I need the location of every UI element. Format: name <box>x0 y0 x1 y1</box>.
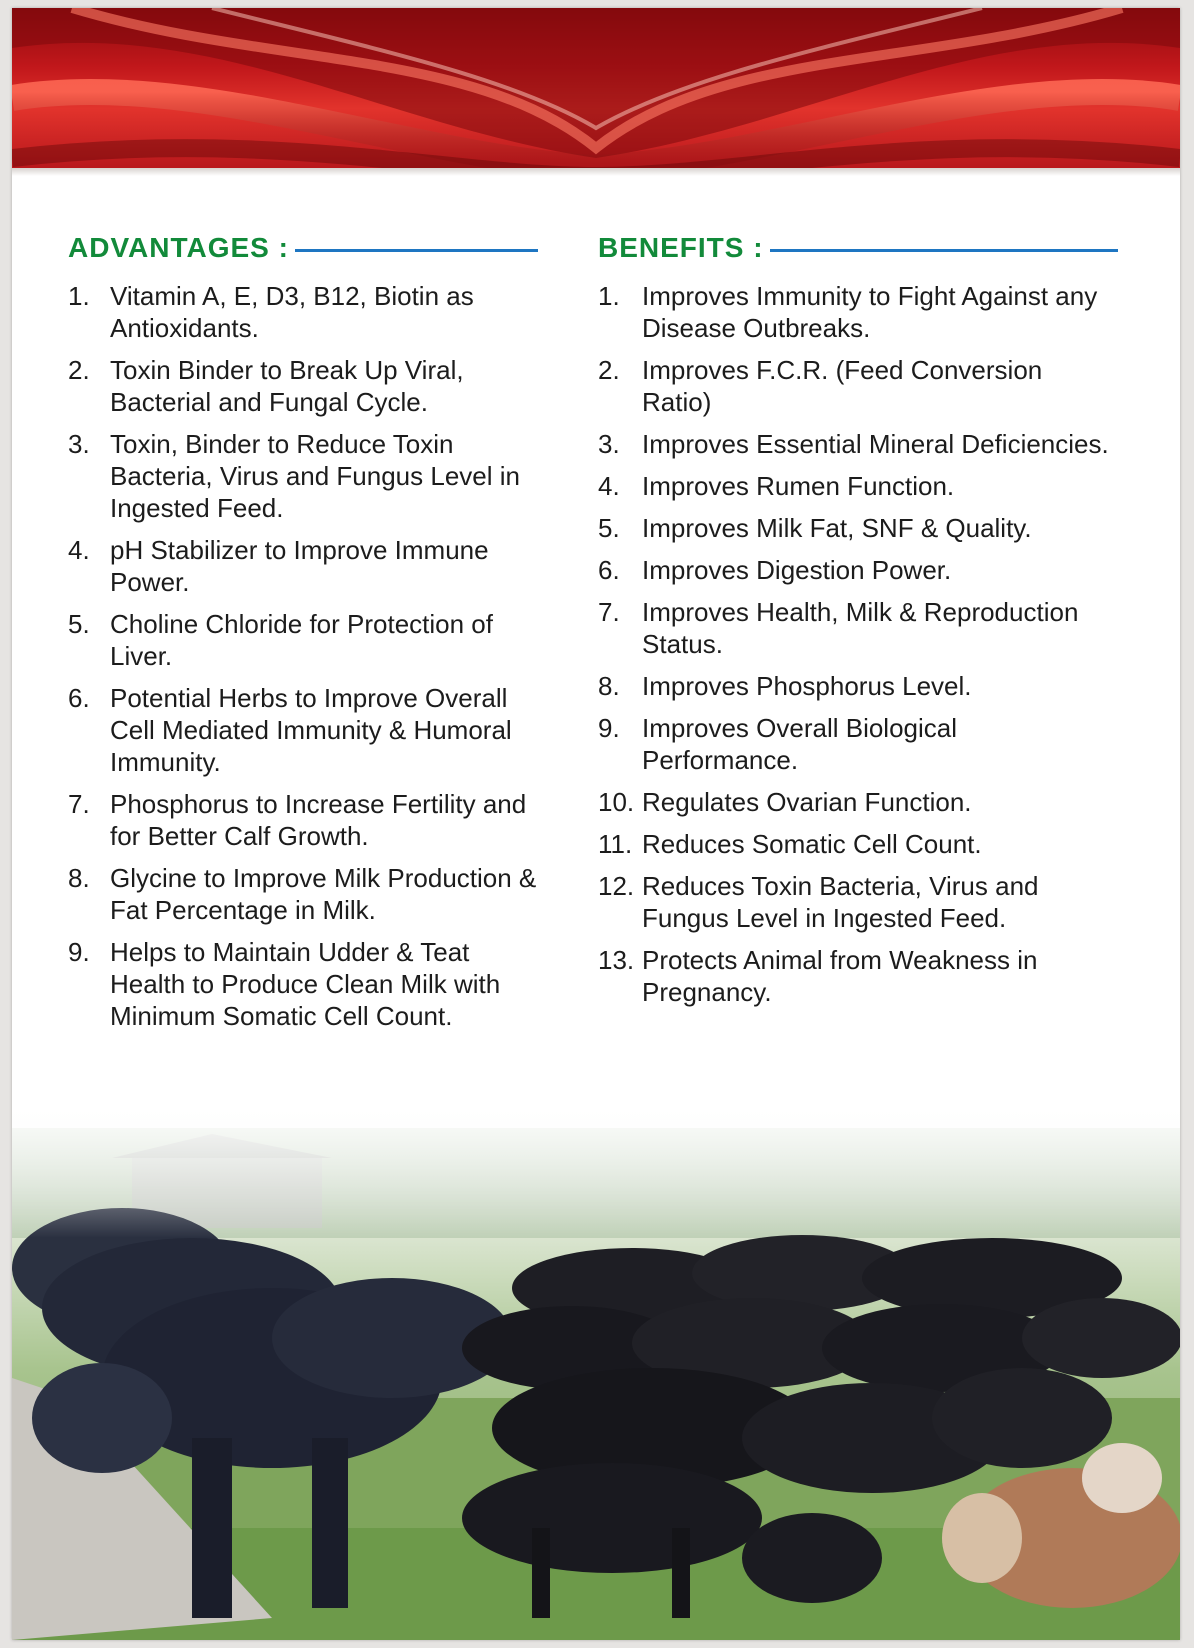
list-item <box>598 870 1118 934</box>
item-number: 6. <box>598 555 620 585</box>
item-text: Improves Essential Mineral Deficiencies. <box>642 429 1109 459</box>
livestock-photo <box>12 1098 1180 1640</box>
list-item <box>68 608 538 672</box>
item-number: 5. <box>598 513 620 543</box>
list-item <box>598 354 1118 418</box>
item-text: Toxin, Binder to Reduce Toxin Bacteria, Virus and Fungus Level in Ingested Feed. <box>110 429 520 523</box>
item-number: 1. <box>68 281 90 311</box>
benefits-rule <box>770 249 1118 252</box>
benefits-title: BENEFITS : <box>598 232 764 263</box>
photo-fade-overlay <box>12 1098 1180 1238</box>
item-text: pH Stabilizer to Improve Immune Power. <box>110 535 489 597</box>
advantages-list <box>68 280 538 1032</box>
list-item <box>598 670 1118 702</box>
item-number: 13. <box>598 945 635 975</box>
list-item <box>598 712 1118 776</box>
list-item <box>598 280 1118 344</box>
item-number: 5. <box>68 609 90 639</box>
list-item <box>68 788 538 852</box>
benefits-list <box>598 280 1118 1008</box>
item-number: 6. <box>68 683 90 713</box>
benefits-heading <box>598 228 1118 268</box>
list-item <box>68 682 538 778</box>
item-number: 2. <box>68 355 90 385</box>
item-number: 12. <box>598 871 635 901</box>
item-text: Reduces Toxin Bacteria, Virus and Fungus Level in Ingested Feed. <box>642 871 1039 933</box>
list-item <box>598 786 1118 818</box>
item-text: Improves Health, Milk & Reproduction Status. <box>642 597 1079 659</box>
item-number: 1. <box>598 281 620 311</box>
list-item <box>68 936 538 1032</box>
list-item <box>68 280 538 344</box>
item-text: Choline Chloride for Protection of Liver. <box>110 609 493 671</box>
item-number: 3. <box>598 429 620 459</box>
advantages-heading <box>68 228 538 268</box>
item-text: Helps to Maintain Udder & Teat Health to Produce Clean Milk with Minimum Somatic Cell Count. <box>110 937 501 1031</box>
item-number: 7. <box>68 789 90 819</box>
banner-edge <box>12 168 1180 176</box>
list-item <box>68 862 538 926</box>
item-text: Regulates Ovarian Function. <box>642 787 972 817</box>
item-text: Phosphorus to Increase Fertility and for Better Calf Growth. <box>110 789 527 851</box>
list-item <box>598 428 1118 460</box>
item-text: Improves Immunity to Fight Against any Disease Outbreaks. <box>642 281 1098 343</box>
list-item <box>68 354 538 418</box>
benefits-section <box>598 228 1118 1018</box>
item-number: 4. <box>598 471 620 501</box>
item-number: 9. <box>68 937 90 967</box>
item-number: 11. <box>598 829 633 859</box>
item-text: Toxin Binder to Break Up Viral, Bacterial and Fungal Cycle. <box>110 355 464 417</box>
brochure-page <box>12 8 1180 1640</box>
advantages-title: ADVANTAGES : <box>68 232 289 263</box>
list-item <box>598 512 1118 544</box>
item-text: Improves Milk Fat, SNF & Quality. <box>642 513 1032 543</box>
item-text: Glycine to Improve Milk Production & Fat Percentage in Milk. <box>110 863 537 925</box>
list-item <box>598 470 1118 502</box>
advantages-section <box>68 228 538 1042</box>
advantages-rule <box>295 249 538 252</box>
item-text: Protects Animal from Weakness in Pregnancy. <box>642 945 1038 1007</box>
item-number: 7. <box>598 597 620 627</box>
item-text: Reduces Somatic Cell Count. <box>642 829 982 859</box>
item-text: Improves F.C.R. (Feed Conversion Ratio) <box>642 355 1043 417</box>
item-text: Improves Phosphorus Level. <box>642 671 972 701</box>
item-text: Improves Rumen Function. <box>642 471 955 501</box>
list-item <box>598 554 1118 586</box>
list-item <box>598 596 1118 660</box>
item-text: Vitamin A, E, D3, B12, Biotin as Antioxidants. <box>110 281 474 343</box>
item-number: 10. <box>598 787 635 817</box>
item-number: 8. <box>598 671 620 701</box>
list-item <box>598 944 1118 1008</box>
item-text: Potential Herbs to Improve Overall Cell Mediated Immunity & Humoral Immunity. <box>110 683 512 777</box>
red-ribbon-banner <box>12 8 1180 176</box>
list-item <box>68 534 538 598</box>
list-item <box>68 428 538 524</box>
item-number: 2. <box>598 355 620 385</box>
item-number: 4. <box>68 535 90 565</box>
item-number: 8. <box>68 863 90 893</box>
item-number: 3. <box>68 429 90 459</box>
list-item <box>598 828 1118 860</box>
item-number: 9. <box>598 713 620 743</box>
item-text: Improves Digestion Power. <box>642 555 952 585</box>
item-text: Improves Overall Biological Performance. <box>642 713 958 775</box>
